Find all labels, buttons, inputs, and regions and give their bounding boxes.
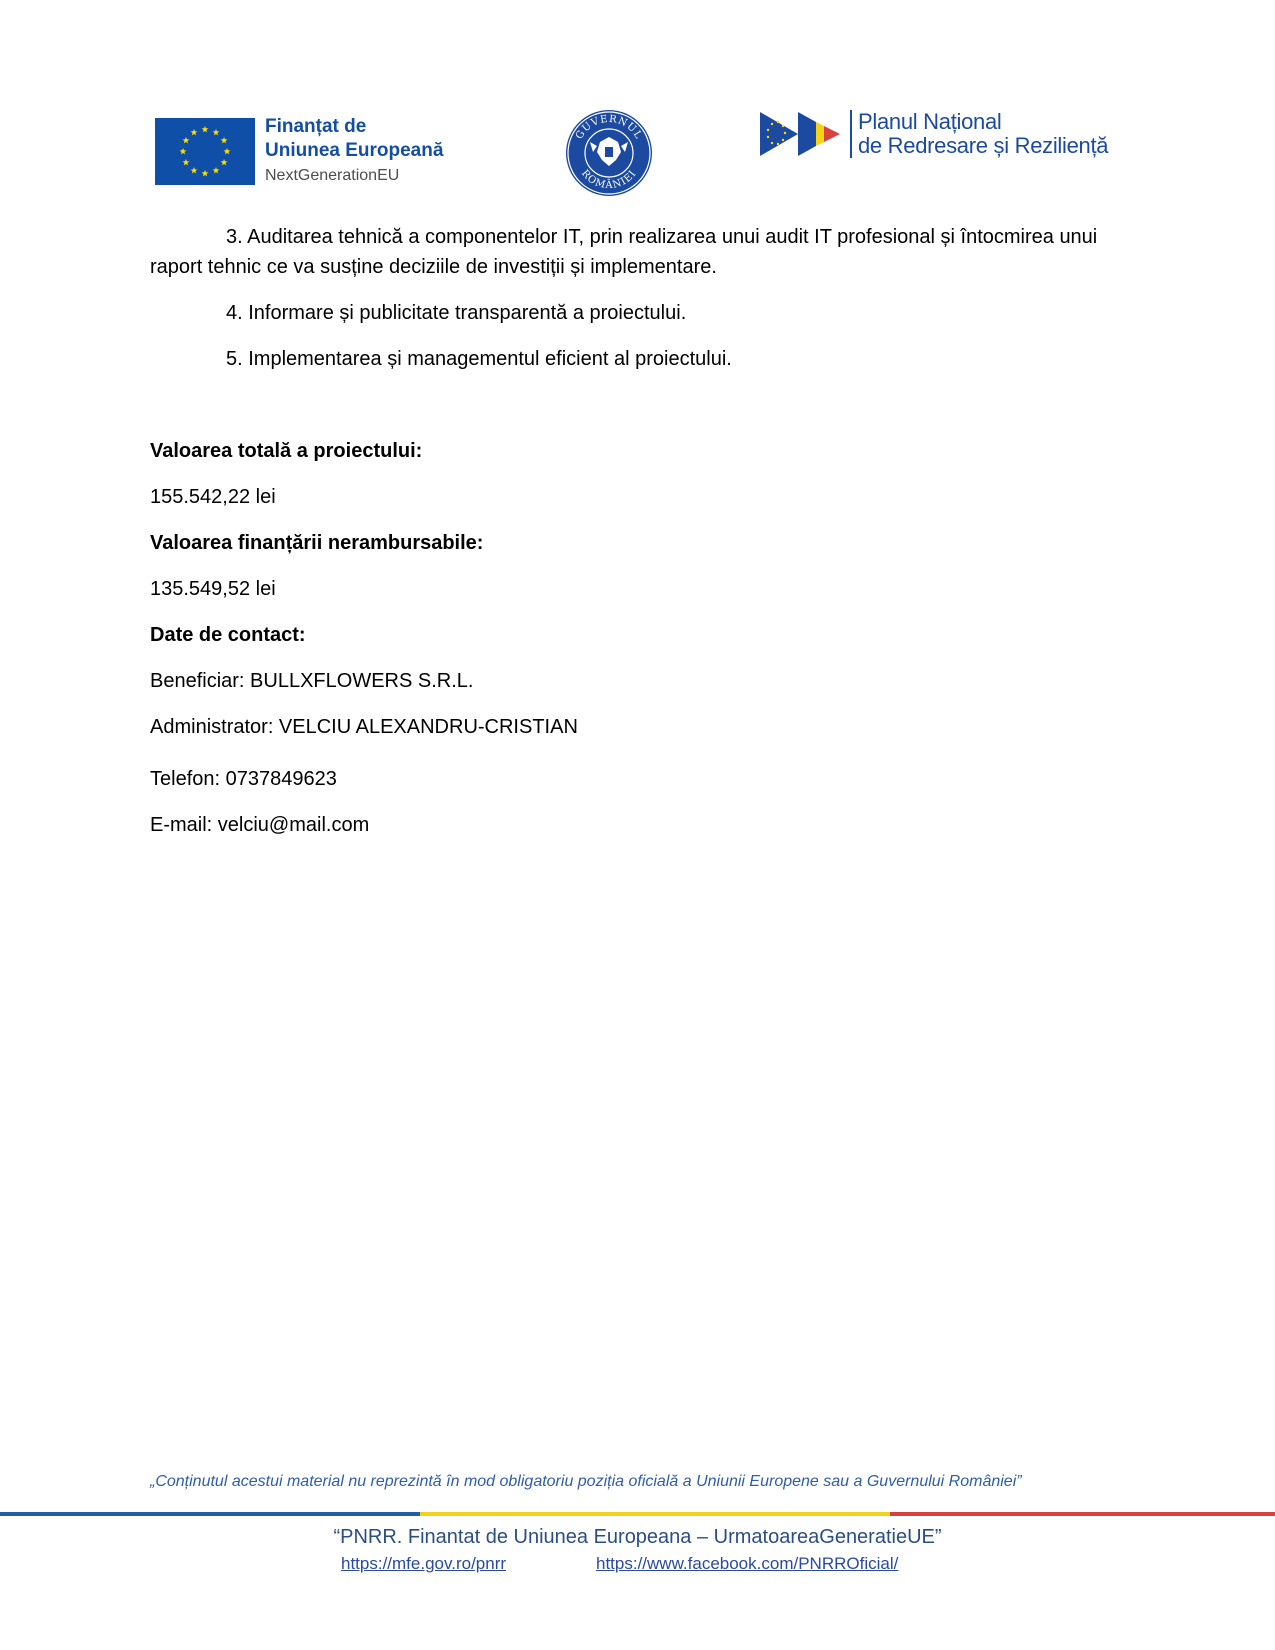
eu-star-icon — [202, 126, 209, 133]
rule-blue-segment — [0, 1512, 420, 1516]
beneficiary-info: Beneficiar: BULLXFLOWERS S.R.L. — [150, 670, 474, 692]
eu-star-icon — [213, 129, 220, 136]
rule-yellow-segment — [420, 1512, 890, 1516]
eu-star-icon — [180, 148, 187, 155]
footer-slogan: “PNRR. Finantat de Uniunea Europeana – UrmatoareaGeneratieUE” — [333, 1526, 942, 1548]
pnrr-logo-text — [850, 110, 1108, 158]
eu-logo-line2: Uniunea Europeană — [265, 140, 444, 161]
total-value-label: Valoarea totală a proiectului: — [150, 440, 423, 462]
government-seal-icon — [564, 108, 654, 198]
rule-red-segment — [890, 1512, 1275, 1516]
grant-value-label: Valoarea finanțării nerambursabile: — [150, 532, 484, 554]
eu-star-icon — [183, 159, 190, 166]
seal-text-bottom: ROMÂNIEI — [578, 168, 640, 192]
eu-star-icon — [213, 167, 220, 174]
eu-logo-line3: NextGenerationEU — [265, 167, 400, 184]
email-info: E-mail: velciu@mail.com — [150, 814, 370, 836]
eu-star-icon — [224, 148, 231, 155]
footer-disclaimer: „Conținutul acestui material nu reprezintă în mod obligatoriu poziția oficială a Uniunii Europene sau a Guvernului României” — [150, 1473, 1022, 1490]
eu-star-icon — [202, 170, 209, 177]
facebook-pnrr-link[interactable]: https://www.facebook.com/PNRROficial/ — [596, 1554, 899, 1573]
grant-value: 135.549,52 lei — [150, 578, 276, 600]
mfe-pnrr-link[interactable]: https://mfe.gov.ro/pnrr — [341, 1554, 507, 1573]
footer-tricolor-rule — [0, 1512, 1275, 1516]
seal-text-top: GUVERNUL — [573, 113, 645, 142]
eu-star-icon — [191, 167, 198, 174]
administrator-info: Administrator: VELCIU ALEXANDRU-CRISTIAN — [150, 716, 578, 738]
pnrr-logo-line1: Planul Național — [858, 109, 1002, 134]
eu-star-icon — [183, 137, 190, 144]
pnrr-logo-line2: de Redresare și Reziliență — [858, 133, 1109, 158]
objective-item-5: 5. Implementarea și managementul eficient al proiectului. — [226, 348, 732, 370]
eu-logo-line1: Finanțat de — [265, 116, 367, 137]
eu-logo-text — [265, 115, 443, 188]
objective-item-4: 4. Informare și publicitate transparentă a proiectului. — [226, 302, 687, 324]
eu-flag-icon — [155, 118, 255, 185]
pnrr-logo — [760, 110, 1120, 170]
total-value: 155.542,22 lei — [150, 486, 276, 508]
document-body — [150, 222, 1110, 840]
phone-info: Telefon: 0737849623 — [150, 768, 337, 790]
objective-item-3: 3. Auditarea tehnică a componentelor IT, prin realizarea unui audit IT profesional și întocmirea unui raport tehnic ce va susține deciziile de investiții și implementare. — [150, 226, 1098, 278]
eu-funding-logo — [155, 115, 475, 197]
pnrr-arrows-icon — [760, 110, 844, 158]
contact-label: Date de contact: — [150, 624, 306, 646]
eu-star-icon — [221, 159, 228, 166]
eu-star-icon — [191, 129, 198, 136]
eu-star-icon — [221, 137, 228, 144]
